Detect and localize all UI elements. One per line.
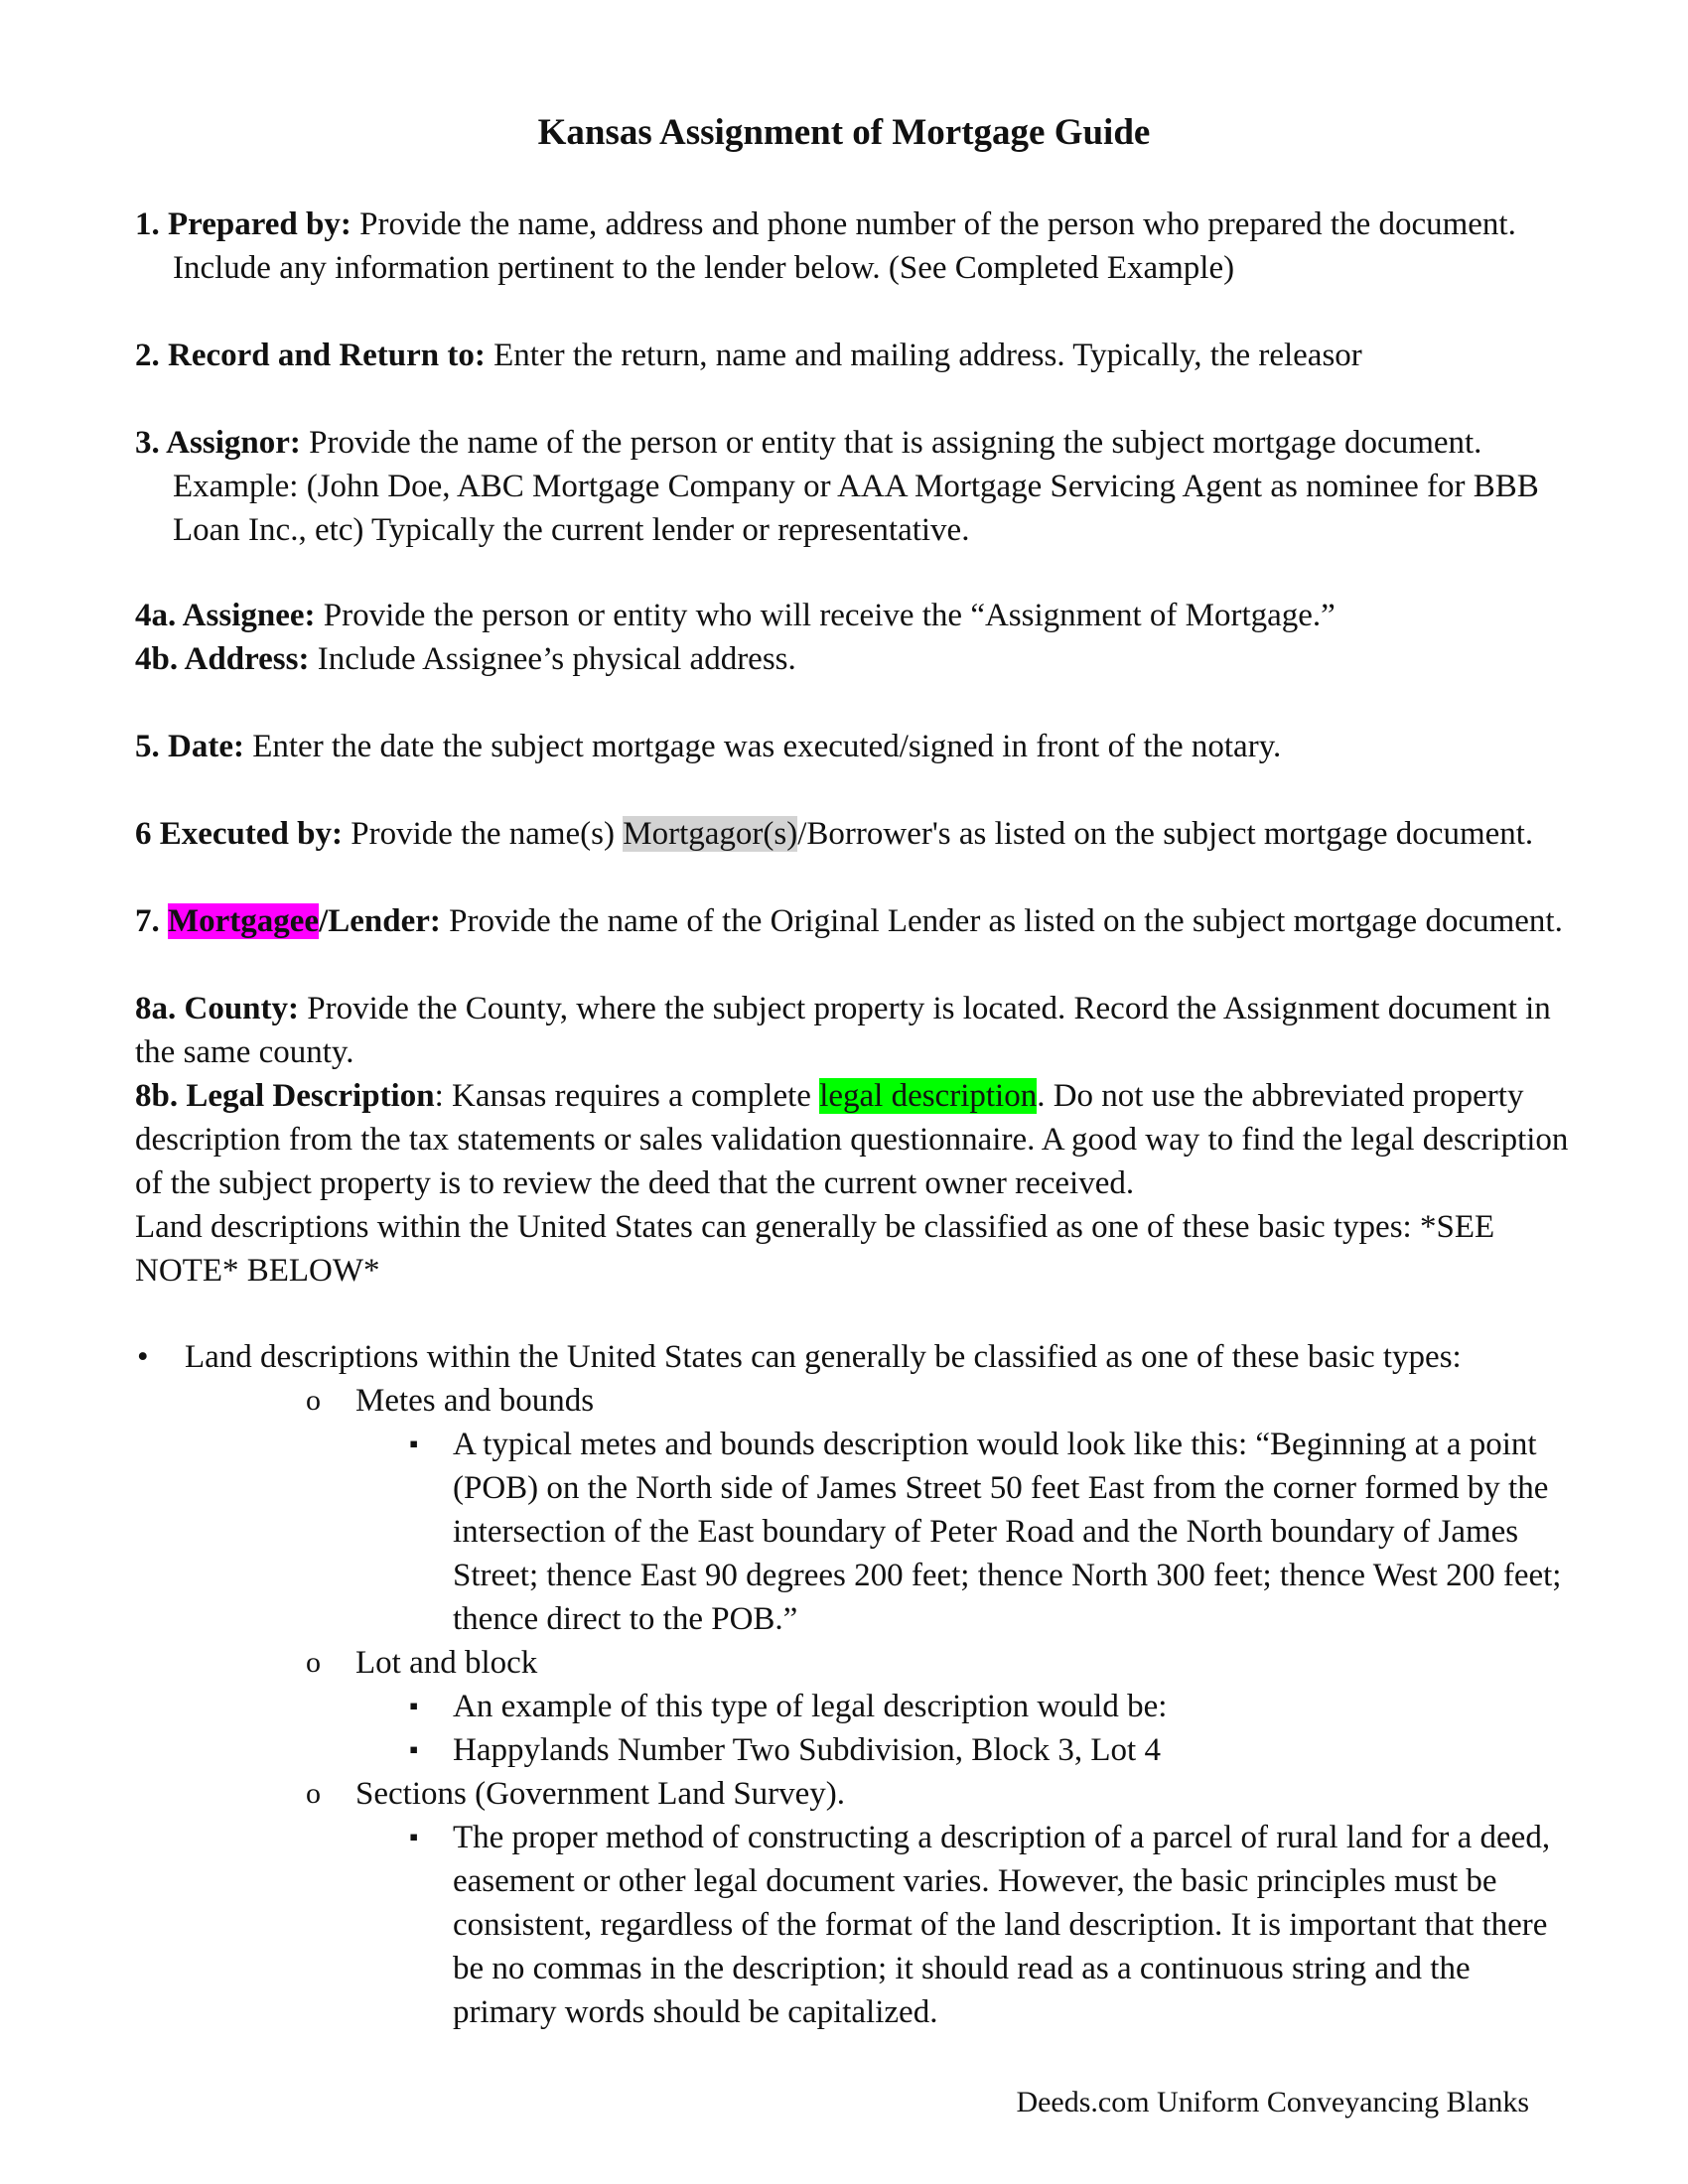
item-prepared-by xyxy=(135,203,1585,290)
item-assignee xyxy=(135,594,1585,681)
list-intro: Land descriptions within the United States can generally be classified as one of these basic types: xyxy=(185,1339,1462,1375)
lot-sub-1: An example of this type of legal description would be: xyxy=(453,1689,1168,1724)
executed-by-label: 6 Executed by: xyxy=(135,816,343,852)
metes-line-5: thence direct to the POB.” xyxy=(453,1601,798,1637)
legal-text-4: Land descriptions within the United States can generally be classified as one of these basic types: *SEE xyxy=(135,1209,1495,1245)
square-marker-lot-1: ▪ xyxy=(409,1692,419,1720)
mortgagee-text: Provide the name of the Original Lender as listed on the subject mortgage document. xyxy=(440,903,1563,939)
lot-label: Lot and block xyxy=(355,1645,538,1681)
legal-text-5: NOTE* BELOW* xyxy=(135,1253,380,1289)
metes-line-3: intersection of the East boundary of Peter Road and the North boundary of James xyxy=(453,1514,1519,1550)
legal-colon: : xyxy=(434,1078,444,1114)
sections-line-4: be no commas in the description; it should read as a continuous string and the xyxy=(453,1951,1471,1986)
assignee-label: 4a. Assignee: xyxy=(135,598,316,633)
executed-by-text: Provide the name(s) xyxy=(343,816,624,852)
date-label: 5. Date: xyxy=(135,729,244,764)
mortgagee-label-rest: /Lender: xyxy=(319,903,441,939)
metes-label: Metes and bounds xyxy=(355,1383,595,1419)
assignor-text-2: Example: (John Doe, ABC Mortgage Company or AAA Mortgage Servicing Agent as nominee for BBB xyxy=(173,469,1539,504)
item-assignor xyxy=(135,421,1585,552)
square-marker-lot-2: ▪ xyxy=(409,1735,419,1764)
circle-marker-lot: o xyxy=(306,1646,321,1679)
sections-label: Sections (Government Land Survey). xyxy=(355,1776,846,1812)
executed-by-text-after: /Borrower's as listed on the subject mortgage document. xyxy=(797,816,1534,852)
county-label: 8a. County: xyxy=(135,991,300,1026)
item-date xyxy=(135,725,1585,768)
county-text-2: the same county. xyxy=(135,1034,354,1070)
legal-text-3: of the subject property is to review the deed that the current owner received. xyxy=(135,1165,1135,1201)
date-text: Enter the date the subject mortgage was executed/signed in front of the notary. xyxy=(243,729,1282,764)
metes-line-4: Street; thence East 90 degrees 200 feet; thence North 300 feet; thence West 200 feet; xyxy=(453,1558,1562,1593)
assignor-label: 3. Assignor: xyxy=(135,425,301,461)
item-county-legal xyxy=(135,987,1585,1293)
prepared-by-text: Provide the name, address and phone number of the person who prepared the document. xyxy=(351,206,1516,242)
record-return-label: 2. Record and Return to: xyxy=(135,338,486,373)
page-title: Kansas Assignment of Mortgage Guide xyxy=(537,112,1151,153)
circle-marker-sections: o xyxy=(306,1777,321,1810)
square-marker-sections: ▪ xyxy=(409,1823,419,1851)
assignee-text: Provide the person or entity who will receive the “Assignment of Mortgage.” xyxy=(315,598,1336,633)
prepared-by-text-2: Include any information pertinent to the lender below. (See Completed Example) xyxy=(173,250,1235,286)
circle-marker-metes: o xyxy=(306,1384,321,1417)
sections-line-1: The proper method of constructing a description of a parcel of rural land for a deed, xyxy=(453,1820,1551,1855)
item-executed-by xyxy=(135,812,1585,856)
item-record-return xyxy=(135,334,1585,377)
mortgagee-highlight: Mortgagee xyxy=(168,903,320,939)
metes-line-1: A typical metes and bounds description would look like this: “Beginning at a point xyxy=(453,1427,1537,1462)
prepared-by-label: 1. Prepared by: xyxy=(135,206,352,242)
sections-line-5: primary words should be capitalized. xyxy=(453,1994,938,2030)
address-text: Include Assignee’s physical address. xyxy=(309,641,796,677)
footer-text: Deeds.com Uniform Conveyancing Blanks xyxy=(1016,2086,1529,2118)
mortgagee-label-prefix: 7. xyxy=(135,903,168,939)
item-mortgagee xyxy=(135,899,1585,943)
assignor-text-3: Loan Inc., etc) Typically the current lender or representative. xyxy=(173,512,970,548)
sections-line-3: consistent, regardless of the format of the land description. It is important that there xyxy=(453,1907,1548,1943)
sections-line-2: easement or other legal document varies. However, the basic principles must be xyxy=(453,1863,1497,1899)
county-text: Provide the County, where the subject property is located. Record the Assignment document in xyxy=(299,991,1551,1026)
legal-text: Kansas requires a complete xyxy=(443,1078,820,1114)
legal-text-2: description from the tax statements or sales validation questionnaire. A good way to find the legal description xyxy=(135,1122,1569,1158)
metes-line-2: (POB) on the North side of James Street 50 feet East from the corner formed by the xyxy=(453,1470,1549,1506)
lot-sub-2: Happylands Number Two Subdivision, Block 3, Lot 4 xyxy=(453,1732,1161,1768)
legal-text-after: . Do not use the abbreviated property xyxy=(1037,1078,1524,1114)
bullet-marker: • xyxy=(137,1339,149,1375)
legal-description-highlight: legal description xyxy=(819,1078,1038,1114)
assignor-text: Provide the name of the person or entity that is assigning the subject mortgage document. xyxy=(300,425,1482,461)
mortgagor-highlight: Mortgagor(s) xyxy=(623,816,798,852)
record-return-text: Enter the return, name and mailing address. Typically, the releasor xyxy=(485,338,1362,373)
address-label: 4b. Address: xyxy=(135,641,310,677)
square-marker-metes: ▪ xyxy=(409,1430,419,1458)
legal-label: 8b. Legal Description xyxy=(135,1078,435,1114)
